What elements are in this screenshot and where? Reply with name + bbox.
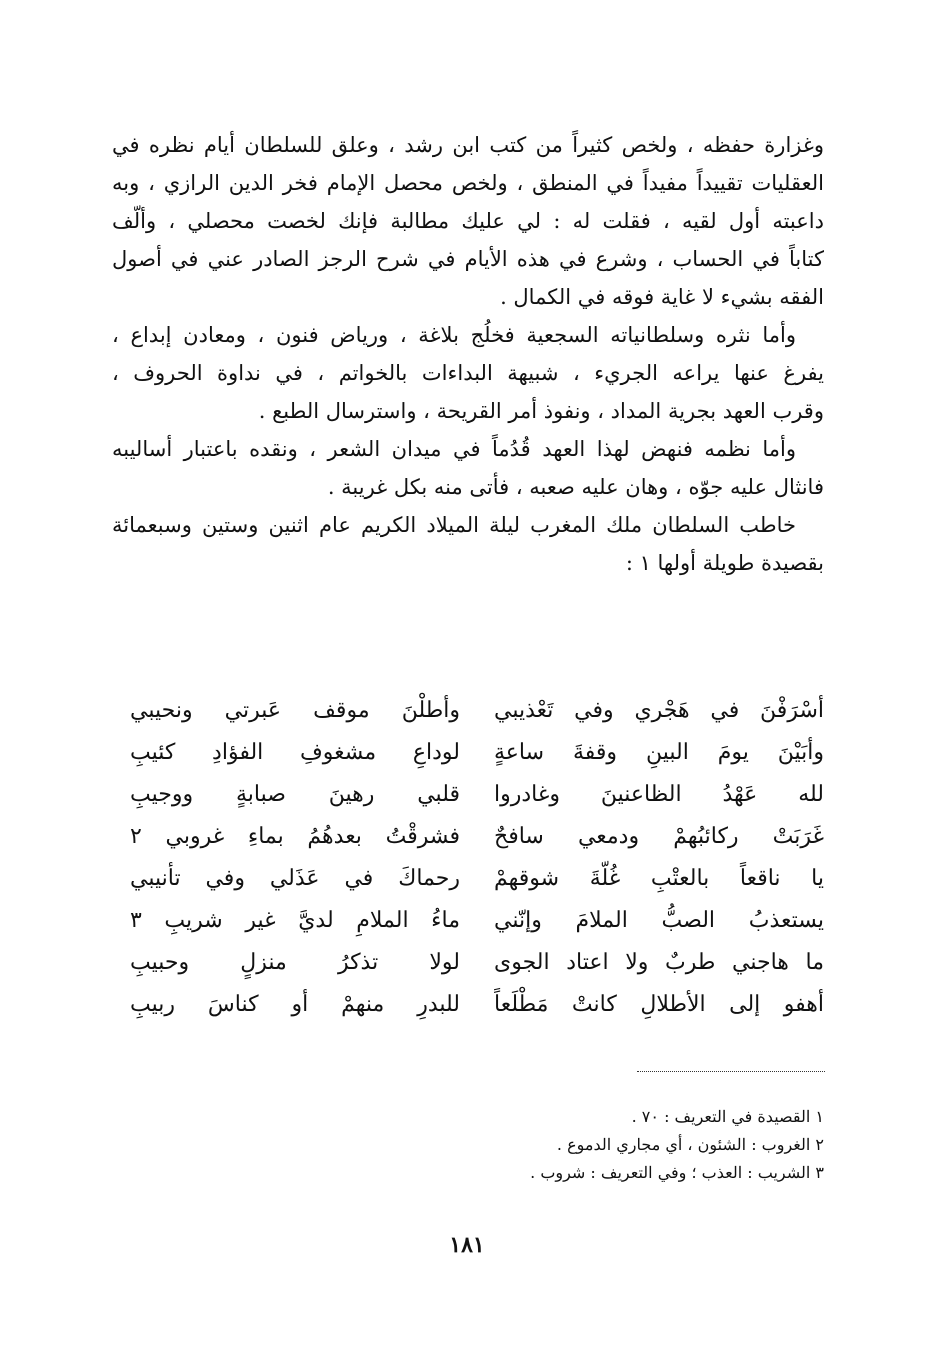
footnote: ١ القصيدة في التعريف : ٧٠ . (631, 1107, 824, 1126)
verse-second-hemistich: لولا تذكرُ منزلٍ وحبيبِ (130, 950, 460, 975)
verse-first-hemistich: يستعذبُ الصبُّ الملامَ وإنّني (494, 908, 824, 933)
footnote: ٣ الشريب : العذب ؛ وفي التعريف : شروب . (530, 1163, 824, 1182)
verse (130, 690, 824, 732)
verse (130, 900, 824, 942)
text-line: خاطب السلطان ملك المغرب ليلة الميلاد الكريم عام اثنين وستين وسبعمائة (112, 513, 796, 537)
verse-first-hemistich: ما هاجني طربٌ ولا اعتاد الجوى (494, 950, 824, 975)
verse (130, 984, 824, 1026)
text-line: وأما نظمه فنهض لهذا العهد قُدُماً في ميدان الشعر ، ونقده باعتبار أساليبه (112, 437, 796, 461)
text-line: يفرغ عنها يراعه الجريء ، شبيهة البداءات بالخواتم ، في نداوة الحروف ، (112, 361, 824, 385)
footnotes (300, 1103, 824, 1187)
footnote-separator (637, 1071, 825, 1072)
verse-first-hemistich: يا ناقعاً بالعتْبِ غُلّةَ شوقهمْ (494, 866, 824, 891)
verse-first-hemistich: وأبَيْنَ يومَ البينِ وقفةَ ساعةٍ (494, 740, 824, 765)
verse (130, 858, 824, 900)
verse-second-hemistich: للبدرِ منهمْ أو كناسَ ربيبِ (130, 992, 460, 1017)
footnote: ٢ الغروب : الشئون ، أي مجاري الدموع . (556, 1135, 824, 1154)
verse-first-hemistich: أسْرَفْنَ في هَجْري وفي تَعْذيبي (494, 698, 824, 723)
verse (130, 732, 824, 774)
verse-first-hemistich: لله عَهْدُ الظاعنينَ وغادروا (494, 782, 824, 807)
body-text (112, 126, 824, 582)
verse-second-hemistich: قلبي رهينَ صبابةٍ ووجيبِ (130, 782, 460, 807)
text-line: بقصيدة طويلة أولها ١ : (625, 551, 824, 575)
text-line: وقرب العهد بجرية المداد ، ونفوذ أمر القريحة ، واسترسال الطبع . (258, 399, 824, 423)
text-line: فانثال عليه جوّه ، وهان عليه صعبه ، فأتى منه بكل غريبة . (327, 475, 824, 499)
text-line: داعبته أول لقيه ، فقلت له : لي عليك مطالبة فإنك لخصت محصلي ، وألّف (112, 209, 824, 233)
verse-second-hemistich: ماءُ الملامِ لديَّ غير شريبِ ٣ (130, 908, 460, 933)
verse-second-hemistich: وأطلْنَ موقف عَبرتي ونحيبي (130, 698, 460, 723)
verse-first-hemistich: أهفو إلى الأطلالِ كانتْ مَطْلَعاً (494, 992, 824, 1017)
text-line: العقليات تقييداً مفيداً في المنطق ، ولخص محصل الإمام فخر الدين الرازي ، وبه (112, 171, 824, 195)
verse (130, 942, 824, 984)
page-number: ١٨١ (449, 1232, 485, 1258)
verse (130, 816, 824, 858)
verse (130, 774, 824, 816)
text-line: الفقه بشيء لا غاية فوقه في الكمال . (500, 285, 824, 309)
verse-second-hemistich: فشرقْتُ بعدهُمُ بماءِ غروبي ٢ (130, 824, 460, 849)
verse-second-hemistich: لوداعِ مشغوفِ الفؤادِ كئيبِ (130, 740, 460, 765)
verse-second-hemistich: رحماكَ في عَذَلي وفي تأنيبي (130, 866, 460, 891)
text-line: وغزارة حفظه ، ولخص كثيراً من كتب ابن رشد ، وعلق للسلطان أيام نظره في (112, 133, 824, 157)
poem (130, 690, 824, 1026)
text-line: كتاباً في الحساب ، وشرع في هذه الأيام في شرح الرجز الصادر عني في أصول (112, 247, 824, 271)
text-line: وأما نثره وسلطانياته السجعية فخلُج بلاغة ، ورياض فنون ، ومعادن إبداع ، (112, 323, 796, 347)
verse-first-hemistich: غَرَبَتْ ركائبُهمْ ودمعي سافحٌ (494, 824, 824, 849)
